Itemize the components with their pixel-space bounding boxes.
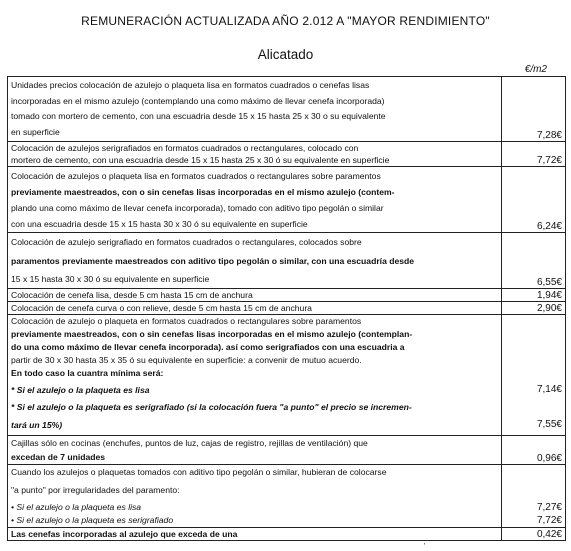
price-serigrafiado: 7,55€ <box>536 419 562 430</box>
table-row <box>8 465 566 528</box>
row-price: 0,42€ <box>502 528 566 541</box>
description-line: Colocación de cenefa lisa, desde 5 cm hasta 15 cm de anchura <box>11 290 253 300</box>
description-line: previamente maestreados, con o sin cenefas lisas incorporadas en el mismo azulejo (contemplan- <box>11 329 413 339</box>
description-line: * Si el azulejo o la plaqueta es lisa <box>11 385 150 395</box>
table-row <box>8 302 566 315</box>
page-title: REMUNERACIÓN ACTUALIZADA AÑO 2.012 A "MAYOR RENDIMIENTO" <box>81 14 490 28</box>
row-price <box>502 465 566 528</box>
description-line: Cuando los azulejos o plaquetas tomados con aditivo tipo pegolán o similar, hubieran de colocarse <box>11 467 387 477</box>
row-description <box>8 289 502 302</box>
row-price: 1,94€ <box>502 289 566 302</box>
table-row <box>8 77 566 142</box>
row-description <box>8 77 502 142</box>
description-line: mortero de cemento, con una escuadria desde 15 x 15 hasta 25 x 30 ó su equivalente en superficie <box>11 155 390 165</box>
description-line: Cajillas sólo en cocinas (enchufes, puntos de luz, cajas de registro, rejillas de ventilación) que <box>11 438 368 448</box>
unit-label: €/m2 <box>524 64 547 75</box>
description-line: Colocación de azulejo serigrafiado en formatos cuadrados o rectangulares, colocados sobre <box>11 237 362 247</box>
price-serigrafiado: 7,72€ <box>536 515 562 526</box>
description-line: paramentos previamente maestreados con aditivo tipo pegolán o similar, con una escuadría desde <box>11 256 415 266</box>
table-row <box>8 142 566 167</box>
description-line: do una como máximo de llevar cenefa incorporada). así como serigrafiados con una escuadria a <box>11 342 405 352</box>
table-row <box>8 167 566 233</box>
description-line: previamente maestreados, con o sin cenefas lisas incorporadas en el mismo azulejo (contem- <box>11 187 395 197</box>
description-line: plando una como máximo de llevar cenefa incorporada), tomado con aditivo tipo pegolán o similar <box>11 203 384 213</box>
row-description <box>8 302 502 315</box>
price-lisa: 7,14€ <box>536 384 562 395</box>
table-row <box>8 528 566 541</box>
table-row <box>8 436 566 465</box>
row-description <box>8 233 502 289</box>
description-line: Unidades precios colocación de azulejo o plaqueta lisa en formatos cuadrados o cenefas lisas <box>11 80 370 90</box>
description-line: excedan de 7 unidades <box>11 452 106 462</box>
description-line: Colocación de azulejos serigrafiados en formatos cuadrados o rectangulares, colocado con <box>11 143 359 153</box>
row-description <box>8 315 502 436</box>
rates-table <box>7 76 566 541</box>
row-price: 0,96€ <box>502 436 566 465</box>
price-lisa: 7,27€ <box>536 502 562 513</box>
section-title: Alicatado <box>257 47 314 62</box>
row-price: 7,72€ <box>502 142 566 167</box>
description-line: con una escuadria desde 15 x 15 hasta 30 x 30 ó su equivalente en superficie <box>11 219 308 229</box>
row-description <box>8 436 502 465</box>
row-description <box>8 142 502 167</box>
row-price: 6,24€ <box>502 167 566 233</box>
description-line: Colocación de azulejo o plaqueta en formatos cuadrados o rectangulares sobre paramentos <box>11 316 362 326</box>
table-row <box>8 315 566 436</box>
row-price: 6,55€ <box>502 233 566 289</box>
description-line: • Si el azulejo o la plaqueta es serigrafiado <box>11 515 174 525</box>
row-description <box>8 167 502 233</box>
description-line: tomado con mortero de cemento, con una escuadria desde 15 x 15 hasta 25 x 30 o su equivalente <box>11 111 386 121</box>
description-line: en superficie <box>11 127 60 137</box>
description-line: 15 x 15 hasta 30 x 30 ó su equivalente en superficie <box>11 274 210 284</box>
description-line: Colocación de azulejos o plaqueta lisa en formatos cuadrados o rectangulares sobre paramentos <box>11 171 381 181</box>
description-line: * Si el azulejo o la plaqueta es serigrafiado (si la colocación fuera "a punto" el precio se incremen- <box>11 402 412 412</box>
row-description <box>8 528 502 541</box>
table-row <box>8 233 566 289</box>
table-row <box>8 289 566 302</box>
description-line: "a punto" por irregularidades del paramento: <box>11 485 180 495</box>
description-line: • Si el azulejo o la plaqueta es lisa <box>11 502 142 512</box>
row-price: 7,28€ <box>502 77 566 142</box>
description-line: Colocación de cenefa curva o con relieve, desde 5 cm hasta 15 cm de anchura <box>11 303 312 313</box>
description-line: incorporadas en el mismo azulejo (contemplando una como máximo de llevar cenefa incorporada) <box>11 96 385 106</box>
description-line: tará un 15%) <box>11 420 63 430</box>
footer-mark: ' <box>424 543 426 550</box>
description-line: Las cenefas incorporadas al azulejo que exceda de una <box>11 529 238 539</box>
description-line: En todo caso la cuantra mínima será: <box>11 368 164 378</box>
row-price <box>502 315 566 436</box>
row-price: 2,90€ <box>502 302 566 315</box>
description-line: partir de 30 x 30 hasta 35 x 35 ó su equivalente en superficie: a convenir de mutuo acuerdo. <box>11 355 362 365</box>
row-description <box>8 465 502 528</box>
